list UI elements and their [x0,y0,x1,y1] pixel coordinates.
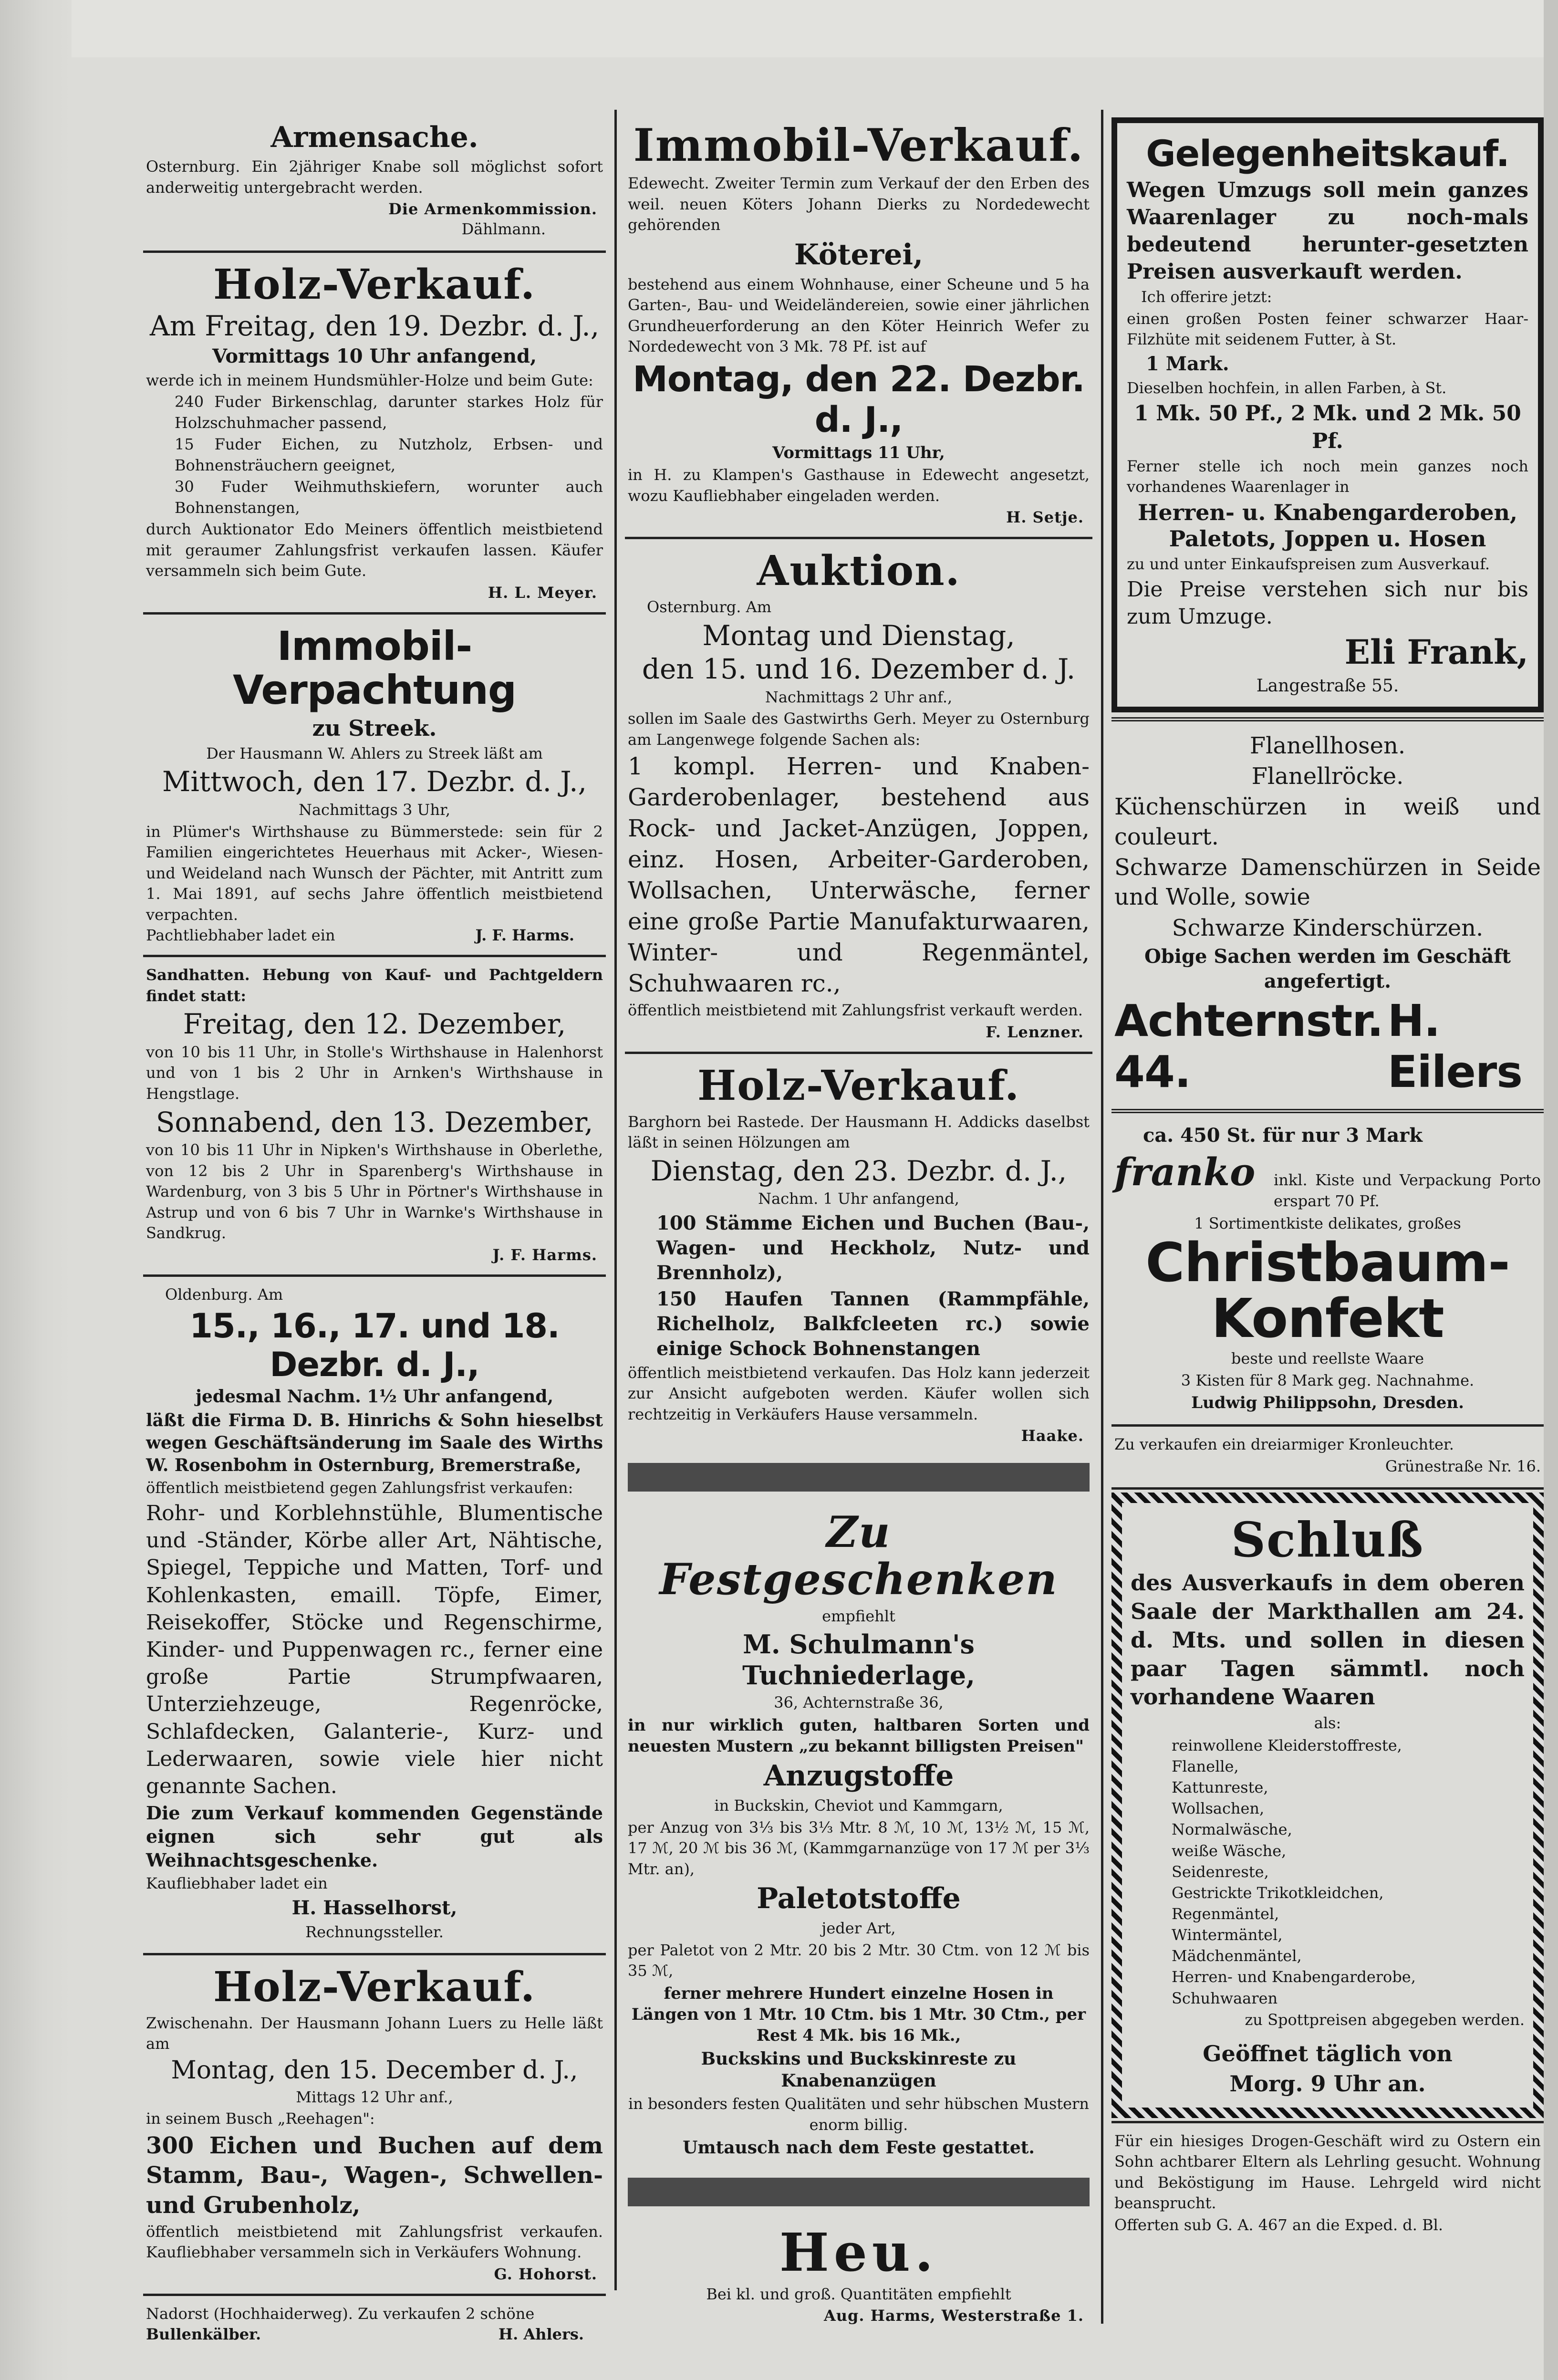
list-item: Seidenreste, [1172,1862,1269,1881]
ad-immobil-verkauf [625,115,1092,534]
column-3 [1111,115,1544,2328]
ad-head: Osternburg. Am [647,598,772,616]
ad-time: Vormittags 11 Uhr, [772,443,945,463]
ad-sandhatten [143,960,606,1272]
list-item: Flanelle, [1172,1757,1239,1775]
ad-body: in Plümer's Wirthshause zu Bümmerstede: sein für 2 Familien eingerichtetes Heuerhaus mit Acker-, Wiesen- und Weideland nach Wunsch der Pächter, mit Antritt zum 1. Mai 1891, auf sechs Jahre öffentlich meistbietend verpachten. [146,822,603,924]
ad-address: Achternstr. 44. [1114,995,1383,1098]
ad-signature: H. Ahlers. [498,2325,584,2344]
ad-invite: Kaufliebhaber ladet ein [146,1874,328,1893]
ad-bold: läßt die Firma D. B. Hinrichs & Sohn hieselbst wegen Geschäftsänderung im Saale des Wirths W. Rosenbohm in Osternburg, Bremerstraße, [146,1410,603,1475]
ad-body: Für ein hiesiges Drogen-Geschäft wird zu Ostern ein Sohn achtbarer Eltern als Lehrling gesucht. Wohnung und Beköstigung im Hause. Lehrgeld wird nicht beansprucht. [1114,2131,1541,2213]
ad-signature: Haake. [1021,1427,1084,1445]
ad-signature: Ludwig Philippsohn, Dresden. [1191,1393,1464,1413]
ad-date: Montag, den 22. Dezbr. d. J., [633,359,1085,441]
column-rule [614,110,617,2290]
ad-invite: Pachtliebhaber ladet ein [146,926,335,945]
ad-line: Obige Sachen werden im Geschäft angefertigt. [1144,945,1511,993]
ad-date: Am Freitag, den 19. Dezbr. d. J., [149,310,600,343]
divider [1111,717,1544,721]
ad-price: 1 Mark. [1146,352,1229,375]
ad-item: 240 Fuder Birkenschlag, darunter starkes Holz für Holzschuhmacher passend, [175,393,603,432]
ad-subtitle: Köterei, [794,238,924,271]
ad-outro: öffentlich meistbietend mit Zahlungsfrist verkaufen. Kaufliebhaber versammeln sich in Verkäufers Wohnung. [146,2222,603,2262]
ad-date: Montag und Dienstag, [702,619,1015,652]
ad-title: Armensache. [270,121,478,154]
ad-date: Dienstag, den 23. Dezbr. d. J., [650,1154,1067,1187]
ad-kronleuchter [1111,1430,1544,1484]
list-item: weiße Wäsche, [1172,1841,1287,1860]
ad-drogen [1111,2126,1544,2244]
ad-body: von 10 bis 11 Uhr, in Stolle's Wirthshause in Halenhorst und von 1 bis 2 Uhr in Arnken's Wirthshause in Hengstlage. [146,1043,603,1103]
ad-line: Ich offerire jetzt: [1141,288,1272,306]
ad-head: Oldenburg. Am [165,1285,283,1304]
ad-time: jedesmal Nachm. 1½ Uhr anfangend, [195,1387,554,1407]
ad-goods: 1 kompl. Herren- und Knaben-Garderobenlager, bestehend aus Rock- und Jacket-Anzügen, Joppen, einz. Hosen, Arbeiter-Garderoben, Wollsachen, Unterwäsche, ferner eine große Partie Manufakturwaaren, Winter- und Regenmäntel, Schuhwaaren rc., [628,752,1090,998]
list-item: Normalwäsche, [1172,1820,1292,1839]
ad-goods: 150 Haufen Tannen (Rammpfähle, Richelholz, Balkfcleeten rc.) sowie einige Schock Bohnenstangen [656,1287,1090,1360]
ad-signature-title: Rechnungssteller. [305,1922,444,1941]
ad-signature: Aug. Harms, Westerstraße 1. [823,2307,1084,2325]
ad-time: Mittags 12 Uhr anf., [296,2088,453,2106]
ad-address: Grünestraße Nr. 16. [1385,1457,1541,1475]
ad-time: Vormittags 10 Uhr anfangend, [212,344,537,367]
ad-line: ca. 450 St. für nur 3 Mark [1143,1124,1423,1147]
ad-signature-name: Dählmann. [461,220,546,239]
ad-title: Gelegenheitskauf. [1146,132,1509,175]
ad-signature: J. F. Harms. [492,1245,597,1264]
page-binding [0,0,72,2380]
ad-title: Holz-Verkauf. [213,1963,536,2012]
ad-date: den 15. und 16. Dezember d. J. [642,653,1076,686]
ad-title: Immobil-Verkauf. [633,119,1084,172]
ad-line: in besonders festen Qualitäten und sehr hübschen Mustern enorm billig. [628,2095,1089,2134]
ad-date: 15., 16., 17. und 18. Dezbr. d. J., [189,1306,560,1384]
ad-line: Bei kl. und groß. Quantitäten empfiehlt [706,2285,1011,2303]
list-item: reinwollene Kleiderstoffreste, [1172,1736,1402,1754]
ad-holz-verkauf-3 [625,1057,1092,1452]
ad-line: inkl. Kiste und Verpackung Porto erspart 70 Pf. [1274,1171,1541,1210]
ad-nadorst [143,2299,606,2351]
ad-price: 1 Mk. 50 Pf., 2 Mk. und 2 Mk. 50 Pf. [1134,401,1521,453]
divider [143,2294,606,2296]
divider [1111,1487,1544,1490]
ad-body: Osternburg. Ein 2jähriger Knabe soll möglichst sofort anderweitig untergebracht werden. [146,157,603,197]
divider [1111,1424,1544,1427]
ad-franko-row [1114,1149,1541,1212]
ad-line: als: [1314,1714,1341,1733]
ad-flanell [1111,726,1544,1105]
column-2 [625,115,1092,2325]
divider [1111,1109,1544,1113]
list-item: Wintermäntel, [1172,1926,1283,1944]
ad-holz-verkauf-2 [143,1958,606,2291]
ad-line: Buckskins und Buckskinreste zu Knabenanzügen [701,2048,1017,2091]
ad-line: Der Hausmann W. Ahlers zu Streek läßt am [206,744,543,762]
ad-holz-verkauf-1 [143,256,606,609]
ad-outro: öffentlich meistbietend mit Zahlungsfrist verkauft werden. [628,1001,1083,1020]
ad-title: Christbaum-Konfekt [1145,1232,1510,1350]
ad-hours: Morg. 9 Uhr an. [1229,2071,1426,2097]
ad-festgeschenke [625,1502,1092,2167]
ad-body: bestehend aus einem Wohnhause, einer Scheune und 5 ha Garten-, Bau- und Weideländereien, sowie einer jährlichen Grundheuerforderung an den Köter Heinrich Wefer zu Nordedewecht von 3 Mk. 78 Pf. ist auf [628,275,1090,356]
ad-line: Flanellröcke. [1251,762,1404,790]
ad-line: öffentlich meistbietend gegen Zahlungsfrist verkaufen: [146,1479,573,1497]
ad-signature-line [146,926,603,944]
ad-item: 30 Fuder Weihmuthskiefern, worunter auch Bohnenstangen, [175,478,603,517]
divider [625,1052,1092,1054]
ad-line: 1 Sortimentkiste delikates, großes [1194,1214,1461,1233]
ad-line: Die Preise verstehen sich nur bis zum Umzuge. [1127,577,1528,629]
ad-footer [1114,995,1541,1097]
ad-outro: durch Auktionator Edo Meiners öffentlich meistbietend mit geraumer Zahlungsfrist verkaufen lassen. Käufer versammeln sich beim Gute. [146,520,603,580]
ad-signature: H. Eilers [1387,995,1523,1098]
divider-bar [628,1463,1090,1492]
ad-title: Schluß [1231,1512,1424,1568]
ad-signature: H. Hasselhorst, [291,1896,457,1919]
ad-auktion [625,542,1092,1049]
ad-body: des Ausverkaufs in dem oberen Saale der Markthallen am 24. d. Mts. und sollen in diesen paar Tagen sämmtl. noch vorhandene Waaren [1131,1570,1525,1710]
ad-outro: in H. zu Klampen's Gasthause in Edewecht angesetzt, wozu Kaufliebhaber eingeladen werden. [628,466,1090,505]
ad-signature: J. F. Harms. [475,926,574,945]
ad-line: Bullenkälber. [146,2325,261,2344]
ad-line: zu und unter Einkaufspreisen zum Ausverkauf. [1127,555,1490,574]
ad-title: Zu Festgeschenken [659,1507,1058,1605]
divider [143,955,606,957]
divider [143,1274,606,1277]
ad-line: Schwarze Kinderschürzen. [1172,914,1484,941]
ad-heading: Herren- u. Knabengarderoben, Paletots, Joppen u. Hosen [1137,499,1518,552]
ad-line: Nadorst (Hochhaiderweg). Zu verkaufen 2 schöne [146,2304,535,2323]
ad-line: in nur wirklich guten, haltbaren Sorten und neuesten Mustern „zu bekannt billigsten Preisen" [628,1715,1090,1756]
ad-gelegenheitskauf [1111,117,1544,712]
divider-bar [628,2178,1090,2206]
ad-christbaum-konfekt [1111,1118,1544,1421]
ad-signature: H. L. Meyer. [488,583,597,602]
list-item: Herren- und Knabengarderobe, [1172,1968,1416,1986]
ad-date: Sonnabend, den 13. Dezember, [156,1106,593,1138]
ad-line: beste und reellste Waare [1231,1349,1424,1367]
ad-title: Immobil-Verpachtung [232,622,517,714]
list-item: Kattunreste, [1172,1778,1268,1797]
ad-line: 3 Kisten für 8 Mark geg. Nachnahme. [1181,1371,1475,1389]
ad-item-list [1131,1735,1525,2009]
ad-line: Küchenschürzen in weiß und couleurt. [1114,793,1541,850]
ad-line: per Anzug von 3⅓ bis 3⅓ Mtr. 8 ℳ, 10 ℳ, 13½ ℳ, 15 ℳ, 17 ℳ, 20 ℳ bis 36 ℳ, (Kammgarnanzüge von 17 ℳ per 3⅓ Mtr. an), [628,1818,1090,1878]
ad-line: Flanellhosen. [1249,732,1406,759]
ad-immobil-verpachtung [143,617,606,952]
ad-line: Offerten sub G. A. 467 an die Exped. d. Bl. [1114,2215,1444,2234]
ad-address: Langestraße 55. [1256,676,1399,696]
ad-line: jeder Art, [821,1919,896,1938]
ad-line: Umtausch nach dem Feste gestattet. [683,2138,1035,2158]
ad-place: sollen im Saale des Gastwirths Gerh. Meyer zu Osternburg am Langenwege folgende Sachen als: [628,710,1090,749]
ad-subtitle: zu Streek. [312,715,437,741]
ad-title: Heu. [779,2221,938,2283]
ad-outro: öffentlich meistbietend verkaufen. Das Holz kann jederzeit zur Ansicht aufgeboten werden. Käufer wollen sich rechtzeitig in Verkäufers Hause versammeln. [628,1363,1090,1423]
ad-intro: Zwischenahn. Der Hausmann Johann Luers zu Helle läßt am [146,2014,603,2053]
ad-body: von 10 bis 11 Uhr in Nipken's Wirthshause in Oberlethe, von 12 bis 2 Uhr in Sparenberg's Wirthshause in Wardenburg, von 3 bis 5 Uhr in Pörtner's Wirthshause in Astrup und von 6 bis 7 Uhr in Warnke's Wirthshause in Sandkrug. [146,1141,603,1242]
ad-signature-line [146,2325,603,2343]
ad-line: Schwarze Damenschürzen in Seide und Wolle, sowie [1114,854,1541,911]
ad-heu [625,2217,1092,2333]
ad-line: ferner mehrere Hundert einzelne Hosen in Längen von 1 Mtr. 10 Ctm. bis 1 Mtr. 30 Ctm., per Rest 4 Mk. bis 16 Mk., [631,1983,1086,2046]
ad-time: Nachmittags 3 Uhr, [298,801,451,819]
ad-address: 36, Achternstraße 36, [774,1693,944,1712]
list-item: Schuhwaaren [1172,1989,1278,2007]
list-item: Gestrickte Trikotkleidchen, [1172,1883,1384,1902]
ad-oldenburg [143,1280,606,1950]
divider [1111,2121,1544,2123]
ad-heading: Anzugstoffe [763,1759,954,1793]
divider [143,612,606,615]
ad-line: einen großen Posten feiner schwarzer Haar-Filzhüte mit seidenem Futter, à St. [1127,309,1528,349]
ad-intro: Edewecht. Zweiter Termin zum Verkauf der den Erben des weil. neuen Köters Johann Dierks zu Nordedewecht gehörenden [628,174,1090,234]
ad-goods: Rohr- und Korblehnstühle, Blumentische und -Ständer, Körbe aller Art, Nähtische, Spiegel, Teppiche und Matten, Torf- und Kohlenkasten, emaill. Töpfe, Eimer, Reisekoffer, Stöcke und Regenschirme, Kinder- und Puppenwagen rc., ferner eine große Partie Strumpfwaaren, Unterziehzeuge, Regenröcke, Schlafdecken, Galanterie-, Kurz- und Lederwaaren, sowie viele hier nicht genannte Sachen. [146,1501,603,1798]
ad-hours: Geöffnet täglich von [1203,2041,1453,2067]
ad-title: Holz-Verkauf. [213,260,536,309]
divider [625,537,1092,539]
ad-intro: werde ich in meinem Hundsmühler-Holze und beim Gute: [146,371,593,389]
ad-item: 15 Fuder Eichen, zu Nutzholz, Erbsen- und Bohnensträuchern geeignet, [175,435,603,474]
ad-goods: 300 Eichen und Buchen auf dem Stamm, Bau-, Wagen-, Schwellen- und Grubenholz, [146,2132,603,2219]
ad-franko: franko [1114,1149,1256,1195]
divider [143,251,606,253]
ad-signature: F. Lenzner. [986,1023,1084,1041]
ad-signature: G. Hohorst. [494,2265,597,2283]
ad-signature: Die Armenkommission. [388,200,597,219]
ad-date: Montag, den 15. December d. J., [171,2056,578,2085]
ad-title: Auktion. [757,547,961,595]
ad-line: empfiehlt [822,1607,895,1626]
ad-schluss [1111,1493,1544,2118]
ad-note: Die zum Verkauf kommenden Gegenstände eignen sich sehr gut als Weihnachtsgeschenke. [146,1802,603,1871]
ad-line: zu Spottpreisen abgegeben werden. [1245,2010,1525,2029]
ad-signature: Eli Frank, [1344,632,1528,672]
ad-time: Nachm. 1 Uhr anfangend, [758,1190,959,1208]
ad-line: Dieselben hochfein, in allen Farben, à St. [1127,378,1447,397]
list-item: Wollsachen, [1172,1799,1265,1818]
ad-firm: M. Schulmann's Tuchniederlage, [742,1628,975,1691]
ad-title: Holz-Verkauf. [697,1061,1020,1110]
column-1 [143,115,606,2344]
ad-line: Ferner stelle ich noch mein ganzes noch vorhandenes Waarenlager in [1127,457,1528,496]
ad-armensache [143,115,606,248]
list-item: Mädchenmäntel, [1172,1947,1302,1965]
ad-intro: Barghorn bei Rastede. Der Hausmann H. Addicks daselbst läßt in seinen Hölzungen am [628,1112,1090,1152]
ad-heading: Paletotstoffe [757,1882,961,1916]
ad-line: in seinem Busch „Reehagen": [146,2109,375,2128]
divider [143,1953,606,1955]
column-rule [1101,110,1103,2324]
ad-line: in Buckskin, Cheviot und Kammgarn, [714,1796,1003,1815]
ad-date: Freitag, den 12. Dezember, [183,1008,566,1041]
ad-head: Sandhatten. Hebung von Kauf- und Pachtgeldern findet statt: [146,966,603,1005]
ad-line: per Paletot von 2 Mtr. 20 bis 2 Mtr. 30 Ctm. von 12 ℳ bis 35 ℳ, [628,1941,1090,1980]
ad-date: Mittwoch, den 17. Dezbr. d. J., [162,765,587,798]
ad-time: Nachmittags 2 Uhr anf., [765,688,953,706]
ad-signature: H. Setje. [1006,508,1084,527]
ad-goods: 100 Stämme Eichen und Buchen (Bau-, Wagen- und Heckholz, Nutz- und Brennholz), [656,1211,1090,1284]
ad-intro: Wegen Umzugs soll mein ganzes Waarenlager zu noch-mals bedeutend herunter-gesetzten Preisen ausverkauft werden. [1127,177,1528,284]
page-edge [1544,0,1558,2380]
list-item: Regenmäntel, [1172,1905,1279,1923]
ad-line: Zu verkaufen ein dreiarmiger Kronleuchter. [1114,1435,1454,1454]
